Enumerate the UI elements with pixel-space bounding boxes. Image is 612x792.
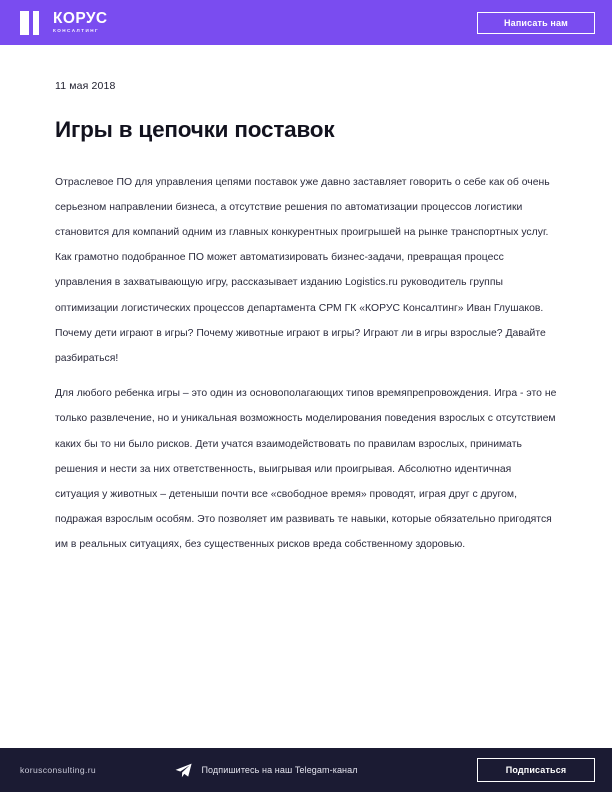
brand-logo[interactable] [20,11,108,35]
telegram-plane-icon [175,763,192,778]
article-paragraph: Отраслевое ПО для управления цепями поставок уже давно заставляет говорить о себе как об очень серьезном направлении бизнеса, а отсутствие решения по автоматизации процессов логистики становится для компаний одним из главных конкурентных проигрышей на рынке транспортных услуг. Как грамотно подобранное ПО может автоматизировать бизнес-задачи, превращая процесс управления в захватывающую игру, рассказывает изданию Logistics.ru руководитель группы оптимизации логистических процессов департамента СРМ ГК «КОРУС Консалтинг» Иван Глушаков. Почему дети играют в игры? Почему животные играют в игры? Играют ли в игры взрослые? Давайте разбираться! [55,176,550,364]
article-paragraph: Для любого ребенка игры – это один из основополагающих типов времяпрепровождения. Игра - это не только развлечение, но и уникальная возможность моделирования поведения взрослых с отсутствием каких бы то ни было рисков. Дети учатся взаимодействовать по правилам взрослых, принимать решения и нести за них ответственность, выигрывая или проигрывая. Абсолютно идентичная ситуация у животных – детеныши почти все «свободное время» проводят, играя друг с другом, подражая взрослым особям. Это позволяет им развивать те навыки, которые обязательно пригодятся им в реальных ситуациях, без существенных рисков вреда собственному здоровью. [55,388,557,551]
korus-logo-mark-icon [20,11,46,35]
brand-subtitle: КОНСАЛТИНГ [53,28,100,34]
brand-name: КОРУС [53,9,108,27]
article-container [0,45,612,558]
footer-telegram-text: Подпишитесь на наш Telegam-канал [201,765,358,775]
footer-site-url[interactable]: korusconsulting.ru [20,765,97,775]
subscribe-button[interactable]: Подписаться [477,758,595,782]
page-title: Игры в цепочки поставок [55,116,335,142]
write-to-us-button[interactable]: Написать нам [477,12,595,34]
footer-telegram-promo [96,763,437,778]
site-footer [0,748,612,792]
brand-wordmark [53,11,108,34]
site-header [0,0,612,45]
article-body [55,143,557,558]
article-date: 11 мая 2018 [55,80,116,92]
